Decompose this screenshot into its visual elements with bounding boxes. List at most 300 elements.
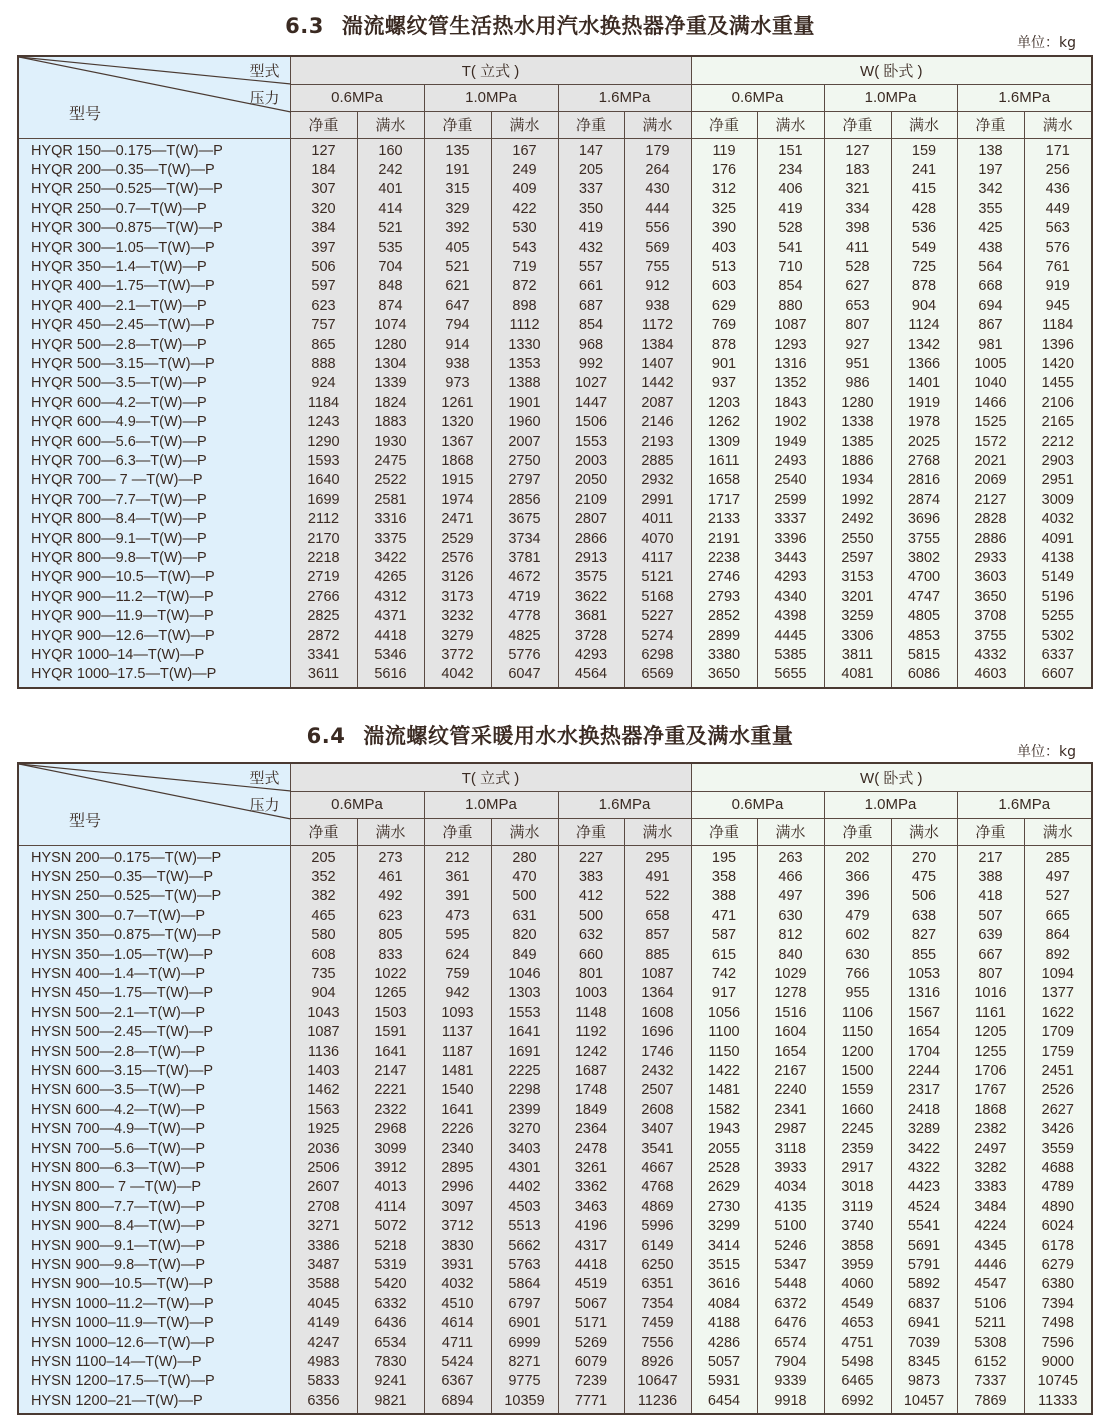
net-weight-cell: 4317 xyxy=(558,1237,624,1256)
full-water-cell: 3443 xyxy=(757,549,824,568)
net-weight-cell: 3119 xyxy=(824,1198,891,1217)
net-weight-cell: 1481 xyxy=(691,1081,757,1100)
full-water-cell: 1401 xyxy=(891,374,957,393)
net-weight-cell: 315 xyxy=(424,180,491,199)
net-weight-cell: 1462 xyxy=(290,1081,357,1100)
net-weight-cell: 4084 xyxy=(691,1295,757,1314)
full-water-cell: 1280 xyxy=(357,336,424,355)
full-water-cell: 6298 xyxy=(624,646,691,665)
full-water-cell: 444 xyxy=(624,200,691,219)
net-weight-header: 净重 xyxy=(957,111,1024,138)
model-cell: HYQR 700—6.3—T(W)—P xyxy=(18,452,290,471)
full-water-cell: 8345 xyxy=(891,1353,957,1372)
net-weight-cell: 2899 xyxy=(691,627,757,646)
full-water-cell: 855 xyxy=(891,946,957,965)
net-weight-header: 净重 xyxy=(290,818,357,845)
full-water-cell: 4114 xyxy=(357,1198,424,1217)
table-row xyxy=(18,1004,1092,1023)
net-weight-cell: 5269 xyxy=(558,1334,624,1353)
table-row xyxy=(18,161,1092,180)
full-water-cell: 1112 xyxy=(491,316,558,335)
net-weight-cell: 1640 xyxy=(290,471,357,490)
full-water-cell: 710 xyxy=(757,258,824,277)
net-weight-cell: 2550 xyxy=(824,530,891,549)
model-cell: HYQR 1000–17.5—T(W)—P xyxy=(18,665,290,687)
header-corner-cell xyxy=(18,763,290,845)
full-water-cell: 5218 xyxy=(357,1237,424,1256)
net-weight-cell: 742 xyxy=(691,965,757,984)
full-water-cell: 4853 xyxy=(891,627,957,646)
net-weight-cell: 2112 xyxy=(290,510,357,529)
full-water-cell: 280 xyxy=(491,845,558,868)
net-weight-cell: 2191 xyxy=(691,530,757,549)
net-weight-cell: 411 xyxy=(824,239,891,258)
model-cell: HYSN 800—7.7—T(W)—P xyxy=(18,1198,290,1217)
full-water-cell: 912 xyxy=(624,277,691,296)
net-weight-cell: 528 xyxy=(824,258,891,277)
net-weight-cell: 2340 xyxy=(424,1140,491,1159)
net-weight-cell: 366 xyxy=(824,868,891,887)
model-label: 型号 xyxy=(69,813,102,830)
model-cell: HYQR 600—4.9—T(W)—P xyxy=(18,413,290,432)
net-weight-cell: 647 xyxy=(424,297,491,316)
net-weight-cell: 955 xyxy=(824,984,891,1003)
full-water-cell: 1384 xyxy=(624,336,691,355)
full-water-header: 满水 xyxy=(891,111,957,138)
full-water-cell: 1746 xyxy=(624,1043,691,1062)
net-weight-cell: 5106 xyxy=(957,1295,1024,1314)
net-weight-cell: 3681 xyxy=(558,607,624,626)
model-cell: HYQR 900—10.5—T(W)—P xyxy=(18,568,290,587)
full-water-cell: 1087 xyxy=(757,316,824,335)
full-water-cell: 7039 xyxy=(891,1334,957,1353)
net-weight-cell: 4247 xyxy=(290,1334,357,1353)
net-weight-cell: 6356 xyxy=(290,1392,357,1414)
full-water-cell: 4322 xyxy=(891,1159,957,1178)
model-cell: HYSN 500—2.45—T(W)—P xyxy=(18,1023,290,1042)
net-weight-header: 净重 xyxy=(824,818,891,845)
full-water-cell: 1342 xyxy=(891,336,957,355)
net-weight-cell: 184 xyxy=(290,161,357,180)
net-weight-header: 净重 xyxy=(424,111,491,138)
net-weight-cell: 992 xyxy=(558,355,624,374)
pressure-header: 1.0MPa xyxy=(424,84,558,111)
net-weight-cell: 904 xyxy=(290,984,357,1003)
net-weight-cell: 329 xyxy=(424,200,491,219)
full-water-cell: 2240 xyxy=(757,1081,824,1100)
full-water-cell: 2627 xyxy=(1024,1101,1092,1120)
net-weight-header: 净重 xyxy=(290,111,357,138)
net-weight-cell: 312 xyxy=(691,180,757,199)
full-water-cell: 1124 xyxy=(891,316,957,335)
pressure-label: 压力 xyxy=(249,797,280,814)
full-water-cell: 160 xyxy=(357,138,424,161)
net-weight-cell: 615 xyxy=(691,946,757,965)
table-row xyxy=(18,1237,1092,1256)
table-row xyxy=(18,1120,1092,1139)
model-cell: HYQR 800—9.8—T(W)—P xyxy=(18,549,290,568)
net-weight-cell: 5057 xyxy=(691,1353,757,1372)
net-weight-cell: 7239 xyxy=(558,1372,624,1391)
net-weight-cell: 1205 xyxy=(957,1023,1024,1042)
net-weight-cell: 3282 xyxy=(957,1159,1024,1178)
net-weight-cell: 3931 xyxy=(424,1256,491,1275)
model-cell: HYQR 900—11.2—T(W)—P xyxy=(18,588,290,607)
net-weight-cell: 3959 xyxy=(824,1256,891,1275)
full-water-cell: 4340 xyxy=(757,588,824,607)
net-weight-cell: 2359 xyxy=(824,1140,891,1159)
full-water-cell: 543 xyxy=(491,239,558,258)
net-weight-cell: 3755 xyxy=(957,627,1024,646)
full-water-cell: 3426 xyxy=(1024,1120,1092,1139)
net-weight-cell: 2913 xyxy=(558,549,624,568)
full-water-cell: 4402 xyxy=(491,1178,558,1197)
full-water-cell: 2193 xyxy=(624,433,691,452)
table-row xyxy=(18,219,1092,238)
net-weight-cell: 2746 xyxy=(691,568,757,587)
full-water-cell: 4747 xyxy=(891,588,957,607)
model-cell: HYSN 500—2.8—T(W)—P xyxy=(18,1043,290,1062)
net-weight-cell: 2917 xyxy=(824,1159,891,1178)
table-row xyxy=(18,239,1092,258)
full-water-cell: 2874 xyxy=(891,491,957,510)
model-cell: HYSN 250—0.525—T(W)—P xyxy=(18,887,290,906)
net-weight-cell: 653 xyxy=(824,297,891,316)
net-weight-cell: 3515 xyxy=(691,1256,757,1275)
full-water-cell: 3118 xyxy=(757,1140,824,1159)
full-water-cell: 11333 xyxy=(1024,1392,1092,1414)
header-row-type xyxy=(18,763,1092,791)
net-weight-cell: 1658 xyxy=(691,471,757,490)
net-weight-cell: 757 xyxy=(290,316,357,335)
net-weight-cell: 507 xyxy=(957,907,1024,926)
full-water-cell: 9918 xyxy=(757,1392,824,1414)
full-water-cell: 1709 xyxy=(1024,1023,1092,1042)
full-water-cell: 6380 xyxy=(1024,1275,1092,1294)
full-water-cell: 8926 xyxy=(624,1353,691,1372)
full-water-cell: 6999 xyxy=(491,1334,558,1353)
full-water-cell: 6086 xyxy=(891,665,957,687)
pressure-header: 1.0MPa xyxy=(824,84,957,111)
full-water-cell: 1029 xyxy=(757,965,824,984)
net-weight-cell: 1687 xyxy=(558,1062,624,1081)
full-water-header: 满水 xyxy=(891,818,957,845)
model-cell: HYSN 900—8.4—T(W)—P xyxy=(18,1217,290,1236)
full-water-cell: 4524 xyxy=(891,1198,957,1217)
net-weight-cell: 735 xyxy=(290,965,357,984)
group-header-horizontal: W( 卧式 ) xyxy=(691,763,1092,791)
table-row xyxy=(18,413,1092,432)
net-weight-cell: 355 xyxy=(957,200,1024,219)
net-weight-cell: 358 xyxy=(691,868,757,887)
full-water-cell: 1074 xyxy=(357,316,424,335)
net-weight-cell: 119 xyxy=(691,138,757,161)
full-water-cell: 5996 xyxy=(624,1217,691,1236)
table-row xyxy=(18,926,1092,945)
full-water-cell: 9775 xyxy=(491,1372,558,1391)
net-weight-cell: 2021 xyxy=(957,452,1024,471)
full-water-cell: 406 xyxy=(757,180,824,199)
full-water-cell: 5513 xyxy=(491,1217,558,1236)
full-water-cell: 2987 xyxy=(757,1120,824,1139)
net-weight-cell: 1849 xyxy=(558,1101,624,1120)
full-water-cell: 256 xyxy=(1024,161,1092,180)
net-weight-cell: 2793 xyxy=(691,588,757,607)
full-water-cell: 497 xyxy=(757,887,824,906)
table-row xyxy=(18,984,1092,1003)
net-weight-cell: 1184 xyxy=(290,394,357,413)
full-water-header: 满水 xyxy=(757,111,824,138)
net-weight-cell: 766 xyxy=(824,965,891,984)
full-water-cell: 295 xyxy=(624,845,691,868)
net-weight-cell: 2766 xyxy=(290,588,357,607)
net-weight-cell: 2226 xyxy=(424,1120,491,1139)
full-water-cell: 10647 xyxy=(624,1372,691,1391)
net-weight-cell: 1003 xyxy=(558,984,624,1003)
full-water-cell: 569 xyxy=(624,239,691,258)
full-water-cell: 5776 xyxy=(491,646,558,665)
net-weight-cell: 2055 xyxy=(691,1140,757,1159)
full-water-cell: 430 xyxy=(624,180,691,199)
full-water-cell: 5791 xyxy=(891,1256,957,1275)
full-water-cell: 541 xyxy=(757,239,824,258)
model-cell: HYSN 250—0.35—T(W)—P xyxy=(18,868,290,887)
full-water-cell: 1516 xyxy=(757,1004,824,1023)
model-cell: HYSN 450—1.75—T(W)—P xyxy=(18,984,290,1003)
net-weight-cell: 1093 xyxy=(424,1004,491,1023)
net-weight-cell: 1106 xyxy=(824,1004,891,1023)
full-water-cell: 6372 xyxy=(757,1295,824,1314)
full-water-cell: 4034 xyxy=(757,1178,824,1197)
net-weight-cell: 337 xyxy=(558,180,624,199)
net-weight-cell: 6367 xyxy=(424,1372,491,1391)
net-weight-cell: 2069 xyxy=(957,471,1024,490)
net-weight-cell: 3728 xyxy=(558,627,624,646)
net-weight-cell: 1137 xyxy=(424,1023,491,1042)
net-weight-cell: 3740 xyxy=(824,1217,891,1236)
net-weight-cell: 1748 xyxy=(558,1081,624,1100)
net-weight-cell: 1148 xyxy=(558,1004,624,1023)
full-water-cell: 556 xyxy=(624,219,691,238)
net-weight-cell: 473 xyxy=(424,907,491,926)
net-weight-cell: 6079 xyxy=(558,1353,624,1372)
net-weight-cell: 479 xyxy=(824,907,891,926)
full-water-cell: 264 xyxy=(624,161,691,180)
net-weight-cell: 602 xyxy=(824,926,891,945)
group-header-vertical: T( 立式 ) xyxy=(290,763,691,791)
table-row xyxy=(18,1043,1092,1062)
net-weight-cell: 1005 xyxy=(957,355,1024,374)
model-cell: HYQR 150—0.175—T(W)—P xyxy=(18,138,290,161)
full-water-cell: 1304 xyxy=(357,355,424,374)
full-water-cell: 880 xyxy=(757,297,824,316)
net-weight-cell: 1261 xyxy=(424,394,491,413)
full-water-cell: 5168 xyxy=(624,588,691,607)
full-water-cell: 2212 xyxy=(1024,433,1092,452)
full-water-cell: 1352 xyxy=(757,374,824,393)
full-water-cell: 2768 xyxy=(891,452,957,471)
full-water-cell: 1843 xyxy=(757,394,824,413)
net-weight-cell: 4603 xyxy=(957,665,1024,687)
net-weight-cell: 2036 xyxy=(290,1140,357,1159)
pressure-header: 1.0MPa xyxy=(824,791,957,818)
table-row xyxy=(18,1275,1092,1294)
net-weight-cell: 1192 xyxy=(558,1023,624,1042)
full-water-cell: 2885 xyxy=(624,452,691,471)
net-weight-cell: 854 xyxy=(558,316,624,335)
full-water-cell: 436 xyxy=(1024,180,1092,199)
full-water-cell: 3802 xyxy=(891,549,957,568)
net-weight-cell: 624 xyxy=(424,946,491,965)
net-weight-cell: 3708 xyxy=(957,607,1024,626)
net-weight-cell: 418 xyxy=(957,887,1024,906)
full-water-cell: 4398 xyxy=(757,607,824,626)
full-water-cell: 3316 xyxy=(357,510,424,529)
net-weight-cell: 1309 xyxy=(691,433,757,452)
net-weight-cell: 4983 xyxy=(290,1353,357,1372)
table-row xyxy=(18,1295,1092,1314)
net-weight-cell: 4293 xyxy=(558,646,624,665)
full-water-cell: 1455 xyxy=(1024,374,1092,393)
net-weight-cell: 2529 xyxy=(424,530,491,549)
model-cell: HYQR 200—0.35—T(W)—P xyxy=(18,161,290,180)
full-water-cell: 2451 xyxy=(1024,1062,1092,1081)
full-water-cell: 848 xyxy=(357,277,424,296)
full-water-cell: 6941 xyxy=(891,1314,957,1333)
full-water-cell: 470 xyxy=(491,868,558,887)
full-water-cell: 864 xyxy=(1024,926,1092,945)
net-weight-cell: 3362 xyxy=(558,1178,624,1197)
full-water-cell: 4371 xyxy=(357,607,424,626)
full-water-cell: 5420 xyxy=(357,1275,424,1294)
full-water-cell: 3403 xyxy=(491,1140,558,1159)
net-weight-cell: 3261 xyxy=(558,1159,624,1178)
net-weight-cell: 325 xyxy=(691,200,757,219)
net-weight-cell: 465 xyxy=(290,907,357,926)
net-weight-cell: 924 xyxy=(290,374,357,393)
net-weight-cell: 2629 xyxy=(691,1178,757,1197)
full-water-cell: 2244 xyxy=(891,1062,957,1081)
pressure-header: 1.6MPa xyxy=(558,791,691,818)
model-cell: HYQR 600—4.2—T(W)—P xyxy=(18,394,290,413)
full-water-cell: 5655 xyxy=(757,665,824,687)
full-water-cell: 1949 xyxy=(757,433,824,452)
net-weight-cell: 3611 xyxy=(290,665,357,687)
net-weight-cell: 951 xyxy=(824,355,891,374)
full-water-cell: 151 xyxy=(757,138,824,161)
full-water-cell: 6436 xyxy=(357,1314,424,1333)
net-weight-cell: 6454 xyxy=(691,1392,757,1414)
net-weight-cell: 4564 xyxy=(558,665,624,687)
table-row xyxy=(18,1101,1092,1120)
net-weight-cell: 1886 xyxy=(824,452,891,471)
net-weight-cell: 917 xyxy=(691,984,757,1003)
net-weight-cell: 986 xyxy=(824,374,891,393)
model-cell: HYSN 300—0.7—T(W)—P xyxy=(18,907,290,926)
net-weight-cell: 1087 xyxy=(290,1023,357,1042)
net-weight-cell: 202 xyxy=(824,845,891,868)
net-weight-cell: 1934 xyxy=(824,471,891,490)
net-weight-cell: 2872 xyxy=(290,627,357,646)
model-cell: HYSN 600—3.15—T(W)—P xyxy=(18,1062,290,1081)
net-weight-cell: 4751 xyxy=(824,1334,891,1353)
full-water-cell: 285 xyxy=(1024,845,1092,868)
model-cell: HYQR 450—2.45—T(W)—P xyxy=(18,316,290,335)
full-water-cell: 1377 xyxy=(1024,984,1092,1003)
full-water-cell: 5346 xyxy=(357,646,424,665)
net-weight-cell: 1992 xyxy=(824,491,891,510)
full-water-cell: 1364 xyxy=(624,984,691,1003)
full-water-cell: 2903 xyxy=(1024,452,1092,471)
full-water-cell: 4070 xyxy=(624,530,691,549)
full-water-cell: 3755 xyxy=(891,530,957,549)
full-water-cell: 7498 xyxy=(1024,1314,1092,1333)
net-weight-cell: 500 xyxy=(558,907,624,926)
net-weight-header: 净重 xyxy=(558,111,624,138)
table-row xyxy=(18,1256,1092,1275)
net-weight-cell: 352 xyxy=(290,868,357,887)
net-weight-cell: 1027 xyxy=(558,374,624,393)
net-weight-cell: 1447 xyxy=(558,394,624,413)
full-water-cell: 6569 xyxy=(624,665,691,687)
net-weight-cell: 3173 xyxy=(424,588,491,607)
model-cell: HYSN 900—10.5—T(W)—P xyxy=(18,1275,290,1294)
full-water-cell: 6837 xyxy=(891,1295,957,1314)
model-cell: HYSN 900—9.8—T(W)—P xyxy=(18,1256,290,1275)
table-row xyxy=(18,1062,1092,1081)
net-weight-cell: 867 xyxy=(957,316,1024,335)
model-cell: HYSN 1000–11.9—T(W)—P xyxy=(18,1314,290,1333)
net-weight-cell: 382 xyxy=(290,887,357,906)
net-weight-cell: 942 xyxy=(424,984,491,1003)
net-weight-cell: 1367 xyxy=(424,433,491,452)
net-weight-cell: 587 xyxy=(691,926,757,945)
net-weight-cell: 350 xyxy=(558,200,624,219)
net-weight-cell: 3772 xyxy=(424,646,491,665)
net-weight-cell: 3126 xyxy=(424,568,491,587)
net-weight-cell: 3232 xyxy=(424,607,491,626)
table-row xyxy=(18,868,1092,887)
net-weight-cell: 197 xyxy=(957,161,1024,180)
net-weight-cell: 1481 xyxy=(424,1062,491,1081)
net-weight-cell: 1280 xyxy=(824,394,891,413)
net-weight-cell: 1187 xyxy=(424,1043,491,1062)
net-weight-cell: 914 xyxy=(424,336,491,355)
table-row xyxy=(18,665,1092,687)
net-weight-cell: 888 xyxy=(290,355,357,374)
type-label: 型式 xyxy=(249,770,280,787)
net-weight-cell: 2218 xyxy=(290,549,357,568)
full-water-cell: 1919 xyxy=(891,394,957,413)
net-weight-cell: 4510 xyxy=(424,1295,491,1314)
full-water-cell: 878 xyxy=(891,277,957,296)
full-water-cell: 530 xyxy=(491,219,558,238)
full-water-cell: 1053 xyxy=(891,965,957,984)
net-weight-cell: 627 xyxy=(824,277,891,296)
table-row xyxy=(18,907,1092,926)
net-weight-cell: 1150 xyxy=(824,1023,891,1042)
net-weight-cell: 3487 xyxy=(290,1256,357,1275)
full-water-cell: 1353 xyxy=(491,355,558,374)
net-weight-cell: 183 xyxy=(824,161,891,180)
full-water-cell: 945 xyxy=(1024,297,1092,316)
table-row xyxy=(18,646,1092,665)
full-water-header: 满水 xyxy=(1024,818,1092,845)
full-water-cell: 506 xyxy=(891,887,957,906)
full-water-cell: 6178 xyxy=(1024,1237,1092,1256)
net-weight-cell: 564 xyxy=(957,258,1024,277)
full-water-cell: 492 xyxy=(357,887,424,906)
